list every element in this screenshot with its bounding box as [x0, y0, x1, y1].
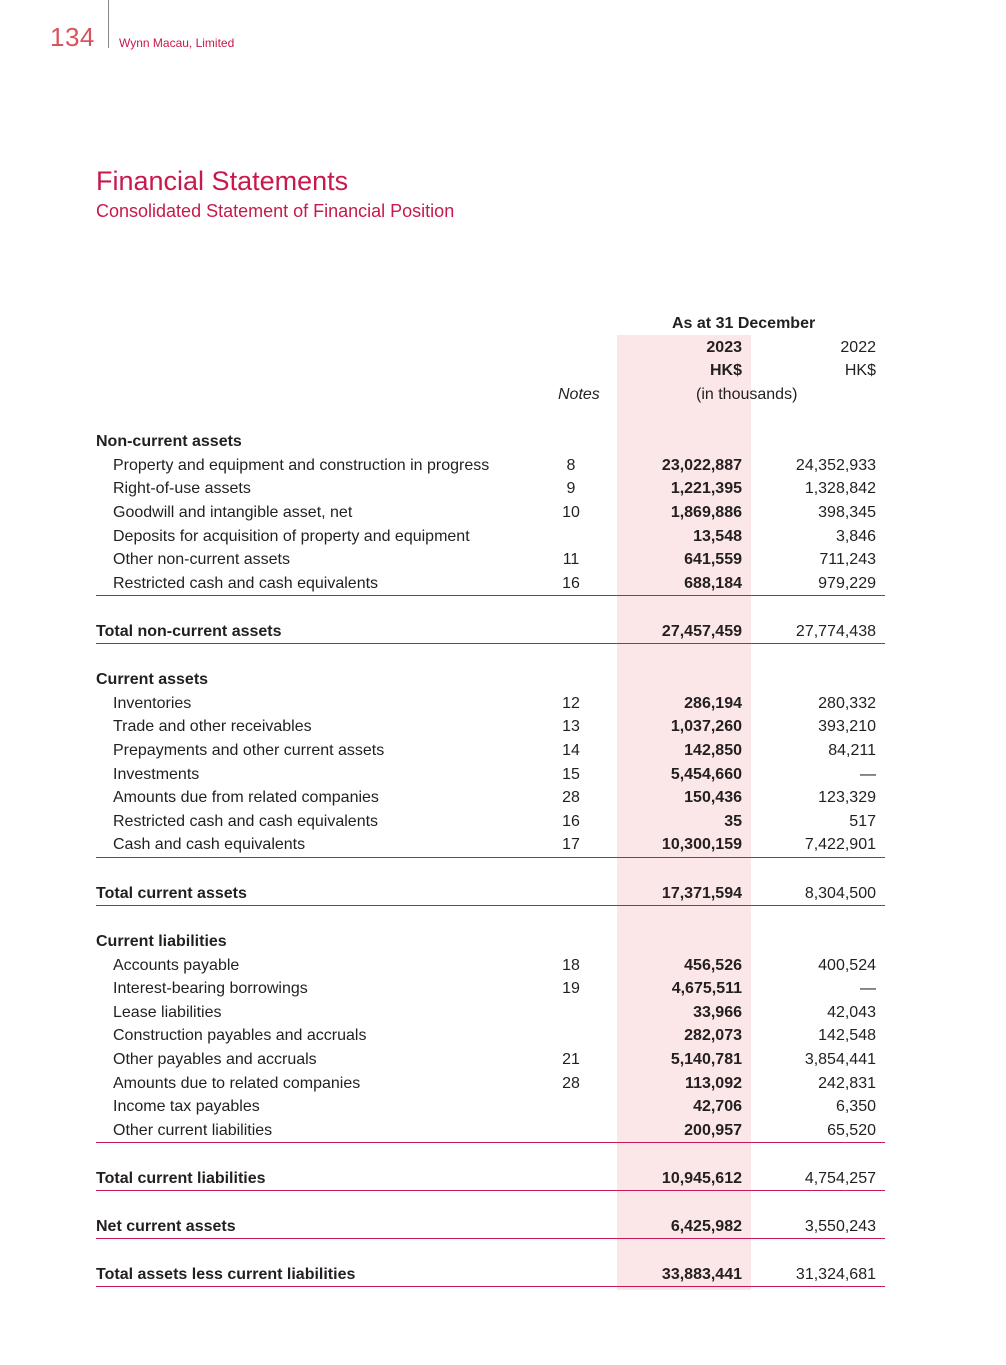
row-label: Investments [113, 766, 200, 783]
total-rule [96, 643, 885, 644]
row-note: 14 [562, 742, 580, 759]
row-label: Total current liabilities [96, 1170, 266, 1187]
section-heading [96, 930, 885, 953]
value-2023: 33,966 [693, 1004, 742, 1021]
row-label: Restricted cash and cash equivalents [113, 575, 379, 592]
section-rule [96, 857, 885, 858]
table-row [96, 572, 885, 595]
value-2022: 7,422,901 [804, 836, 876, 853]
row-label: Inventories [113, 695, 192, 712]
section-label: Current assets [96, 671, 209, 688]
row-label: Accounts payable [113, 957, 240, 974]
total-rule [96, 1238, 885, 1239]
total-rule [96, 905, 885, 906]
value-2022: 400,524 [818, 957, 876, 974]
page-number: 134 [50, 22, 95, 52]
row-label: Total assets less current liabilities [96, 1266, 356, 1283]
row-note: 13 [562, 718, 580, 735]
row-label: Deposits for acquisition of property and equipment [113, 528, 470, 545]
row-label: Interest-bearing borrowings [113, 980, 308, 997]
value-2022: 123,329 [818, 789, 876, 806]
row-label: Net current assets [96, 1218, 236, 1235]
value-2022: 1,328,842 [804, 480, 876, 497]
year-prior-heading: 2022 [840, 339, 876, 356]
page-title: Financial Statements [96, 166, 349, 196]
table-row [96, 454, 885, 477]
value-2023: 1,037,260 [670, 718, 742, 735]
value-2023: 27,457,459 [661, 623, 742, 640]
notes-heading: Notes [558, 386, 600, 403]
value-2023: 688,184 [684, 575, 742, 592]
value-2022: 393,210 [818, 718, 876, 735]
value-2023: 142,850 [684, 742, 742, 759]
row-label: Goodwill and intangible asset, net [113, 504, 353, 521]
row-note: 18 [562, 957, 580, 974]
value-2022: 711,243 [819, 551, 876, 568]
value-2022: 4,754,257 [804, 1170, 876, 1187]
row-label: Restricted cash and cash equivalents [113, 813, 379, 830]
value-2022: 142,548 [818, 1027, 876, 1044]
row-label: Other non-current assets [113, 551, 290, 568]
row-label: Amounts due from related companies [113, 789, 379, 806]
currency-prior-heading: HK$ [844, 362, 876, 379]
row-label: Other current liabilities [113, 1122, 273, 1139]
value-2023: 17,371,594 [661, 885, 742, 902]
section-rule [96, 1142, 885, 1143]
row-label: Construction payables and accruals [113, 1027, 367, 1044]
company-name: Wynn Macau, Limited [119, 36, 235, 50]
table-row [96, 1119, 885, 1142]
header-divider [108, 0, 109, 48]
value-2022: 27,774,438 [795, 623, 876, 640]
value-2022: 42,043 [827, 1004, 876, 1021]
value-2023: 200,957 [684, 1122, 742, 1139]
table-row [96, 739, 885, 762]
section-heading [96, 668, 885, 691]
total-row [96, 882, 885, 905]
table-row [96, 1095, 885, 1118]
row-label: Right-of-use assets [113, 480, 251, 497]
value-2022: 24,352,933 [795, 457, 876, 474]
value-2023: 5,140,781 [670, 1051, 742, 1068]
value-2022: 6,350 [835, 1098, 876, 1115]
row-label: Prepayments and other current assets [113, 742, 385, 759]
table-row [96, 692, 885, 715]
section-label: Non-current assets [96, 433, 242, 450]
total-rule [96, 1190, 885, 1191]
total-rule [96, 1286, 885, 1287]
total-row [96, 620, 885, 643]
value-2022: 280,332 [818, 695, 876, 712]
value-2023: 33,883,441 [661, 1266, 742, 1283]
value-2022: — [860, 766, 876, 783]
table-row [96, 525, 885, 548]
year-current-heading: 2023 [706, 339, 742, 356]
row-note: 9 [566, 480, 576, 497]
row-label: Property and equipment and construction in progress [113, 457, 490, 474]
value-2022: 3,550,243 [804, 1218, 876, 1235]
total-row [96, 1167, 885, 1190]
row-note: 12 [562, 695, 580, 712]
table-row [96, 786, 885, 809]
section-heading [96, 430, 885, 453]
value-2023: 456,526 [684, 957, 742, 974]
row-note: 8 [566, 457, 576, 474]
value-2022: 3,854,441 [804, 1051, 876, 1068]
row-note: 16 [562, 575, 580, 592]
table-row [96, 810, 885, 833]
table-row [96, 1001, 885, 1024]
row-note: 11 [562, 551, 580, 568]
row-label: Other payables and accruals [113, 1051, 317, 1068]
row-label: Cash and cash equivalents [113, 836, 306, 853]
value-2023: 1,869,886 [670, 504, 742, 521]
table-row [96, 977, 885, 1000]
row-note: 19 [562, 980, 580, 997]
value-2023: 641,559 [684, 551, 742, 568]
table-row [96, 1024, 885, 1047]
value-2022: 31,324,681 [795, 1266, 876, 1283]
section-rule [96, 595, 885, 596]
value-2022: 8,304,500 [804, 885, 876, 902]
value-2022: 242,831 [818, 1075, 876, 1092]
table-row [96, 1072, 885, 1095]
total-assets-less-current-liabilities-row [96, 1263, 885, 1286]
value-2022: 65,520 [827, 1122, 876, 1139]
page-subtitle: Consolidated Statement of Financial Position [96, 201, 455, 221]
row-note: 15 [562, 766, 580, 783]
section-label: Current liabilities [96, 933, 227, 950]
table-row [96, 763, 885, 786]
value-2023: 10,300,159 [661, 836, 742, 853]
row-note: 16 [562, 813, 580, 830]
row-note: 10 [562, 504, 580, 521]
value-2023: 35 [724, 813, 742, 830]
value-2023: 150,436 [684, 789, 742, 806]
value-2023: 286,194 [684, 695, 742, 712]
row-label: Income tax payables [113, 1098, 260, 1115]
value-2022: 517 [849, 813, 876, 830]
value-2023: 23,022,887 [661, 457, 742, 474]
table-row [96, 1048, 885, 1071]
table-row [96, 715, 885, 738]
value-2022: 979,229 [818, 575, 876, 592]
value-2023: 113,092 [685, 1075, 742, 1092]
table-row [96, 954, 885, 977]
row-label: Lease liabilities [113, 1004, 222, 1021]
value-2023: 42,706 [693, 1098, 742, 1115]
value-2023: 10,945,612 [661, 1170, 742, 1187]
value-2023: 13,548 [693, 528, 742, 545]
row-label: Trade and other receivables [113, 718, 312, 735]
net-current-assets-row [96, 1215, 885, 1238]
row-label: Total non-current assets [96, 623, 282, 640]
value-2022: 3,846 [835, 528, 876, 545]
value-2022: 84,211 [828, 742, 876, 759]
table-row [96, 501, 885, 524]
row-note: 17 [562, 836, 580, 853]
value-2023: 4,675,511 [671, 980, 742, 997]
row-label: Amounts due to related companies [113, 1075, 361, 1092]
table-row [96, 548, 885, 571]
value-2023: 6,425,982 [670, 1218, 742, 1235]
currency-current-heading: HK$ [709, 362, 742, 379]
table-row [96, 477, 885, 500]
period-heading: As at 31 December [672, 315, 816, 332]
row-note: 28 [562, 789, 580, 806]
row-note: 21 [562, 1051, 580, 1068]
unit-heading: (in thousands) [696, 386, 798, 403]
value-2023: 282,073 [684, 1027, 742, 1044]
row-label: Total current assets [96, 885, 247, 902]
row-note: 28 [562, 1075, 580, 1092]
table-row [96, 833, 885, 856]
value-2022: — [860, 980, 876, 997]
value-2023: 1,221,395 [670, 480, 742, 497]
value-2023: 5,454,660 [670, 766, 742, 783]
value-2022: 398,345 [818, 504, 876, 521]
